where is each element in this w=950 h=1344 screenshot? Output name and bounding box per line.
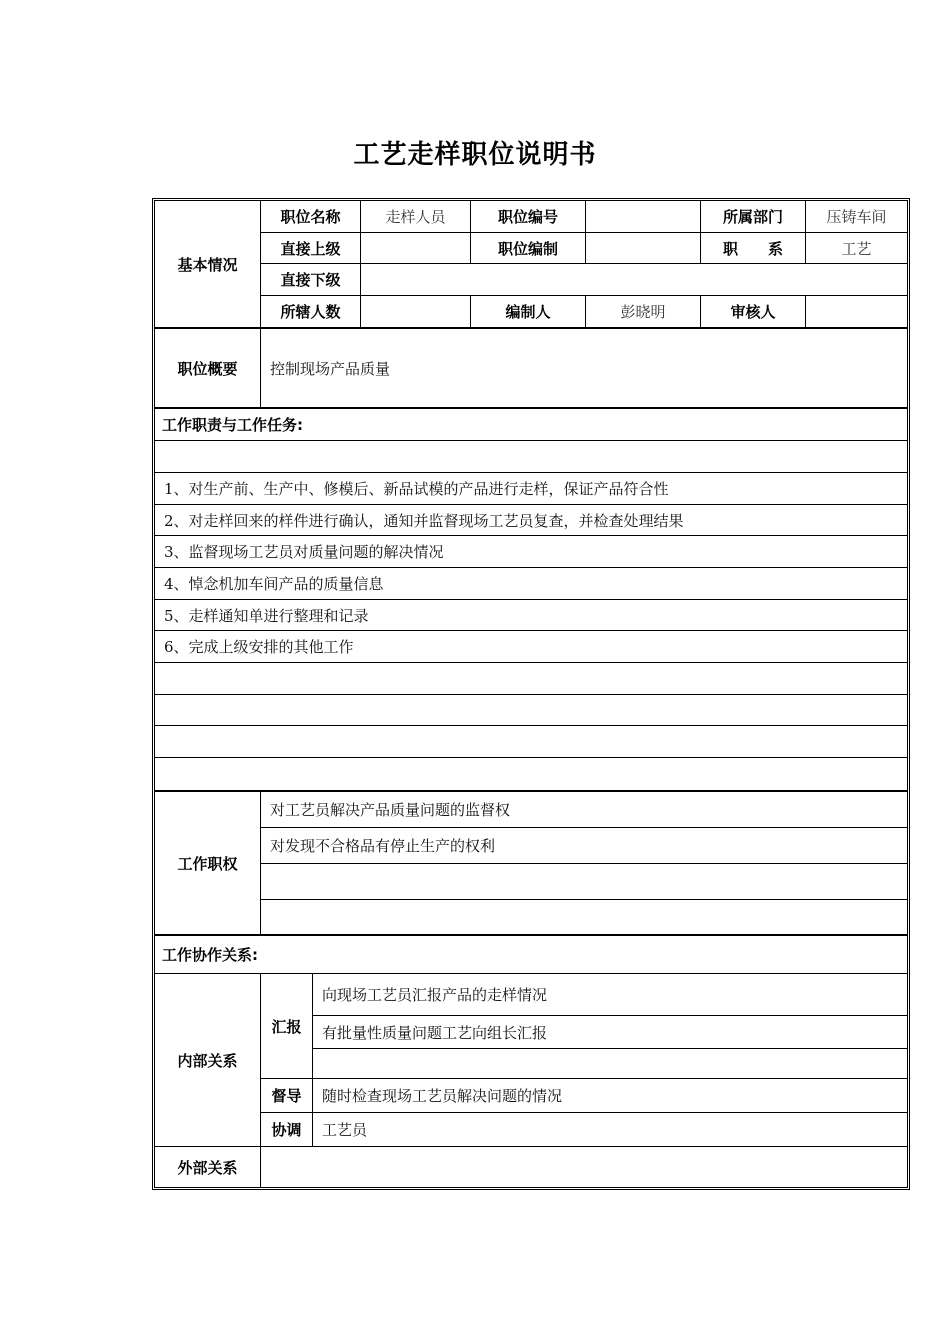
authority-item xyxy=(261,900,907,936)
duties-header: 工作职责与工作任务: xyxy=(155,409,907,441)
report-item: 向现场工艺员汇报产品的走样情况 xyxy=(313,974,907,1016)
department-value: 压铸车间 xyxy=(806,201,907,233)
author-label: 编制人 xyxy=(471,296,586,329)
report-label: 汇报 xyxy=(261,974,313,1079)
authority-label: 工作职权 xyxy=(155,792,261,936)
superior-value xyxy=(361,233,471,264)
reviewer-label: 审核人 xyxy=(701,296,806,329)
duties-blank-row xyxy=(155,441,907,473)
subordinate-value xyxy=(361,264,907,296)
supervise-text: 随时检查现场工艺员解决问题的情况 xyxy=(313,1079,907,1113)
duty-blank-row xyxy=(155,758,907,792)
summary-label: 职位概要 xyxy=(155,329,261,409)
staff-count-value xyxy=(361,296,471,329)
duty-blank-row xyxy=(155,663,907,695)
authority-item: 对发现不合格品有停止生产的权利 xyxy=(261,828,907,864)
summary-text: 控制现场产品质量 xyxy=(261,329,907,409)
position-name-label: 职位名称 xyxy=(261,201,361,233)
report-item: 有批量性质量问题工艺向组长汇报 xyxy=(313,1016,907,1049)
position-name-value: 走样人员 xyxy=(361,201,471,233)
duty-blank-row xyxy=(155,695,907,726)
page-title: 工艺走样职位说明书 xyxy=(353,140,597,170)
staff-count-label: 所辖人数 xyxy=(261,296,361,329)
external-relations-value xyxy=(261,1147,907,1187)
coordinate-label: 协调 xyxy=(261,1113,313,1147)
department-label: 所属部门 xyxy=(701,201,806,233)
report-item xyxy=(313,1049,907,1079)
duty-item: 1、对生产前、生产中、修模后、新品试模的产品进行走样，保证产品符合性 xyxy=(155,473,907,505)
author-value: 彭晓明 xyxy=(586,296,701,329)
job-description-table xyxy=(152,198,910,1190)
relations-header: 工作协作关系: xyxy=(155,936,907,974)
position-no-value xyxy=(586,201,701,233)
external-relations-label: 外部关系 xyxy=(155,1147,261,1187)
duty-item: 5、走样通知单进行整理和记录 xyxy=(155,600,907,631)
duty-item: 3、监督现场工艺员对质量问题的解决情况 xyxy=(155,536,907,568)
coordinate-text: 工艺员 xyxy=(313,1113,907,1147)
superior-label: 直接上级 xyxy=(261,233,361,264)
headcount-plan-value xyxy=(586,233,701,264)
basic-section-label: 基本情况 xyxy=(155,201,261,329)
authority-item: 对工艺员解决产品质量问题的监督权 xyxy=(261,792,907,828)
position-no-label: 职位编号 xyxy=(471,201,586,233)
series-label: 职 系 xyxy=(701,233,806,264)
duty-item: 4、悼念机加车间产品的质量信息 xyxy=(155,568,907,600)
subordinate-label: 直接下级 xyxy=(261,264,361,296)
headcount-plan-label: 职位编制 xyxy=(471,233,586,264)
duty-blank-row xyxy=(155,726,907,758)
internal-relations-label: 内部关系 xyxy=(155,974,261,1147)
reviewer-value xyxy=(806,296,907,329)
duty-item: 6、完成上级安排的其他工作 xyxy=(155,631,907,663)
duty-item: 2、对走样回来的样件进行确认，通知并监督现场工艺员复查，并检查处理结果 xyxy=(155,505,907,536)
supervise-label: 督导 xyxy=(261,1079,313,1113)
series-value: 工艺 xyxy=(806,233,907,264)
authority-item xyxy=(261,864,907,900)
